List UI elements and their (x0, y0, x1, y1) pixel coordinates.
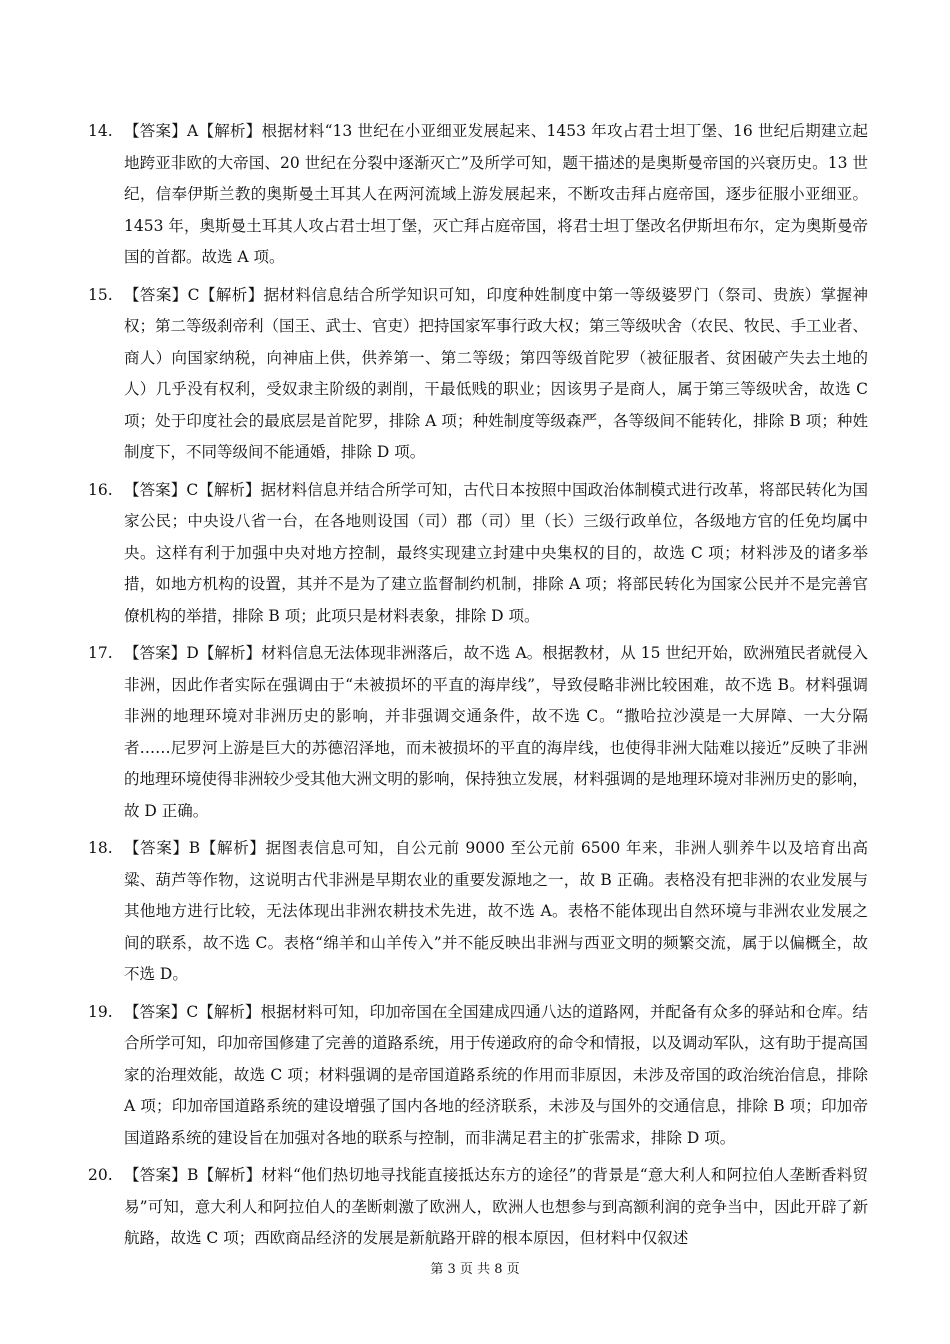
answer-tag: 【答案】 (124, 480, 187, 499)
question-number: 16. (88, 480, 113, 499)
answer-tag: 【答案】 (124, 839, 189, 857)
analysis-text: 材料“他们热切地寻找能直接抵达东方的途径”的背景是“意大利人和阿拉伯人垄断香料贸易”可知，意大利人和阿拉伯人的垄断刺激了欧洲人，欧洲人也想参与到高额利润的竞争当中，因此开辟了新航路，故选 C 项；西欧商品经济的发展是新航路开辟的根本原因，但材料中仅叙述 (124, 1166, 868, 1247)
answer-choice: B (186, 1166, 199, 1184)
answer-choice: D (186, 644, 199, 662)
answer-list (88, 116, 868, 1261)
analysis-tag: 【解析】 (199, 285, 264, 304)
analysis-text: 据图表信息可知，自公元前 9000 至公元前 6500 年来，非洲人驯养牛以及培育出高粱、葫芦等作物，这说明古代非洲是早期农业的重要发源地之一，故 B 正确。表格没有把非洲的农业发展与其他地方进行比较，无法体现出非洲农耕技术先进，故不选 A。表格不能体现出自然环境与非洲农业发展之间的联系，故不选 C。表格“绵羊和山羊传入”并不能反映出非洲与西亚文明的频繁交流，属于以偏概全，故不选 D。 (124, 839, 868, 983)
answer-tag: 【答案】 (124, 122, 188, 140)
answer-item-14 (88, 116, 868, 274)
answer-tag: 【答案】 (124, 285, 188, 304)
analysis-text: 材料信息无法体现非洲落后，故不选 A。根据教材，从 15 世纪开始，欧洲殖民者就侵入非洲，因此作者实际在强调由于“未被损坏的平直的海岸线”，导致侵略非洲比较困难，故不选 B。材料强调非洲的地理环境对非洲历史的影响，并非强调交通条件，故不选 C。“撒哈拉沙漠是一大屏障、一大分隔者……尼罗河上游是巨大的苏德沼泽地，而未被损坏的平直的海岸线，也使得非洲大陆难以接近”反映了非洲的地理环境使得非洲较少受其他大洲文明的影响，保持独立发展，材料强调的是地理环境对非洲历史的影响，故 D 正确。 (124, 644, 869, 820)
analysis-text: 据材料信息结合所学知识可知，印度种姓制度中第一等级婆罗门（祭司、贵族）掌握神权；第二等级刹帝利（国王、武士、官吏）把持国家军事行政大权；第三等级吠舍（农民、牧民、手工业者、商人）向国家纳税，向神庙上供，供养第一、第二等级；第四等级首陀罗（被征服者、贫困破产失去土地的人）几乎没有权利，受奴隶主阶级的剥削，干最低贱的职业；因该男子是商人，属于第三等级吠舍，故选 C 项；处于印度社会的最底层是首陀罗，排除 A 项；种姓制度等级森严，各等级间不能转化，排除 B 项；种姓制度下，不同等级间不能通婚，排除 D 项。 (124, 285, 869, 461)
analysis-text: 据材料信息并结合所学可知，古代日本按照中国政治体制模式进行改革，将部民转化为国家公民；中央设八省一台，在各地则设国（司）郡（司）里（长）三级行政单位，各级地方官的任免均属中央。这样有利于加强中央对地方控制，最终实现建立封建中央集权的目的，故选 C 项；材料涉及的诸多举措，如地方机构的设置，其并不是为了建立监督制约机制，排除 A 项；将部民转化为国家公民并不是完善官僚机构的举措，排除 B 项；此项只是材料表象，排除 D 项。 (124, 480, 868, 625)
answer-item-18 (88, 833, 868, 991)
question-number: 19. (88, 1002, 113, 1021)
answer-tag: 【答案】 (124, 644, 187, 662)
analysis-text: 根据材料可知，印加帝国在全国建成四通八达的道路网，并配备有众多的驿站和仓库。结合所学可知，印加帝国修建了完善的道路系统，用于传递政府的命令和情报，以及调动军队，这有助于提高国家的治理效能，故选 C 项；材料强调的是帝国道路系统的作用而非原因，未涉及帝国的政治统治信息，排除 A 项；印加帝国道路系统的建设增强了国内各地的经济联系，未涉及与国外的交通信息，排除 B 项；印加帝国道路系统的建设旨在加强对各地的联系与控制，而非满足君主的扩张需求，排除 D 项。 (124, 1002, 869, 1147)
answer-choice: C (186, 480, 199, 499)
answer-tag: 【答案】 (124, 1166, 187, 1184)
question-number: 15. (88, 285, 113, 304)
analysis-tag: 【解析】 (198, 122, 262, 140)
answer-item-17 (88, 638, 868, 827)
analysis-tag: 【解析】 (198, 480, 261, 499)
answer-tag: 【答案】 (124, 1002, 187, 1021)
answer-choice: B (188, 839, 201, 857)
answer-body (124, 833, 868, 991)
answer-choice: C (187, 285, 200, 304)
analysis-tag: 【解析】 (200, 839, 266, 857)
analysis-text: 根据材料“13 世纪在小亚细亚发展起来、1453 年攻占君士坦丁堡、16 世纪后期建立起地跨亚非欧的大帝国、20 世纪在分裂中逐渐灭亡”及所学可知，题干描述的是奥斯曼帝国的兴衰历史。13 世纪，信奉伊斯兰教的奥斯曼土耳其人在两河流域上游发展起来，不断攻击拜占庭帝国，逐步征服小亚细亚。1453 年，奥斯曼土耳其人攻占君士坦丁堡，灭亡拜占庭帝国，将君士坦丁堡改名伊斯坦布尔，定为奥斯曼帝国的首都。故选 A 项。 (124, 122, 868, 266)
question-number: 18. (88, 839, 113, 857)
answer-item-15 (88, 280, 868, 469)
answer-body (124, 997, 868, 1155)
answer-body (124, 638, 868, 827)
answer-item-19 (88, 997, 868, 1155)
page-footer: 第 3 页 共 8 页 (430, 1262, 520, 1277)
answer-body (124, 1160, 868, 1255)
analysis-tag: 【解析】 (198, 644, 262, 662)
answer-body (124, 475, 868, 633)
analysis-tag: 【解析】 (198, 1166, 262, 1184)
answer-item-20 (88, 1160, 868, 1255)
analysis-tag: 【解析】 (198, 1002, 261, 1021)
answer-choice: C (186, 1002, 199, 1021)
answer-body (124, 116, 868, 274)
answer-choice: A (187, 122, 199, 140)
answer-item-16 (88, 475, 868, 633)
question-number: 20. (88, 1166, 113, 1184)
question-number: 14. (88, 122, 113, 140)
question-number: 17. (88, 644, 113, 662)
answer-body (124, 280, 868, 469)
